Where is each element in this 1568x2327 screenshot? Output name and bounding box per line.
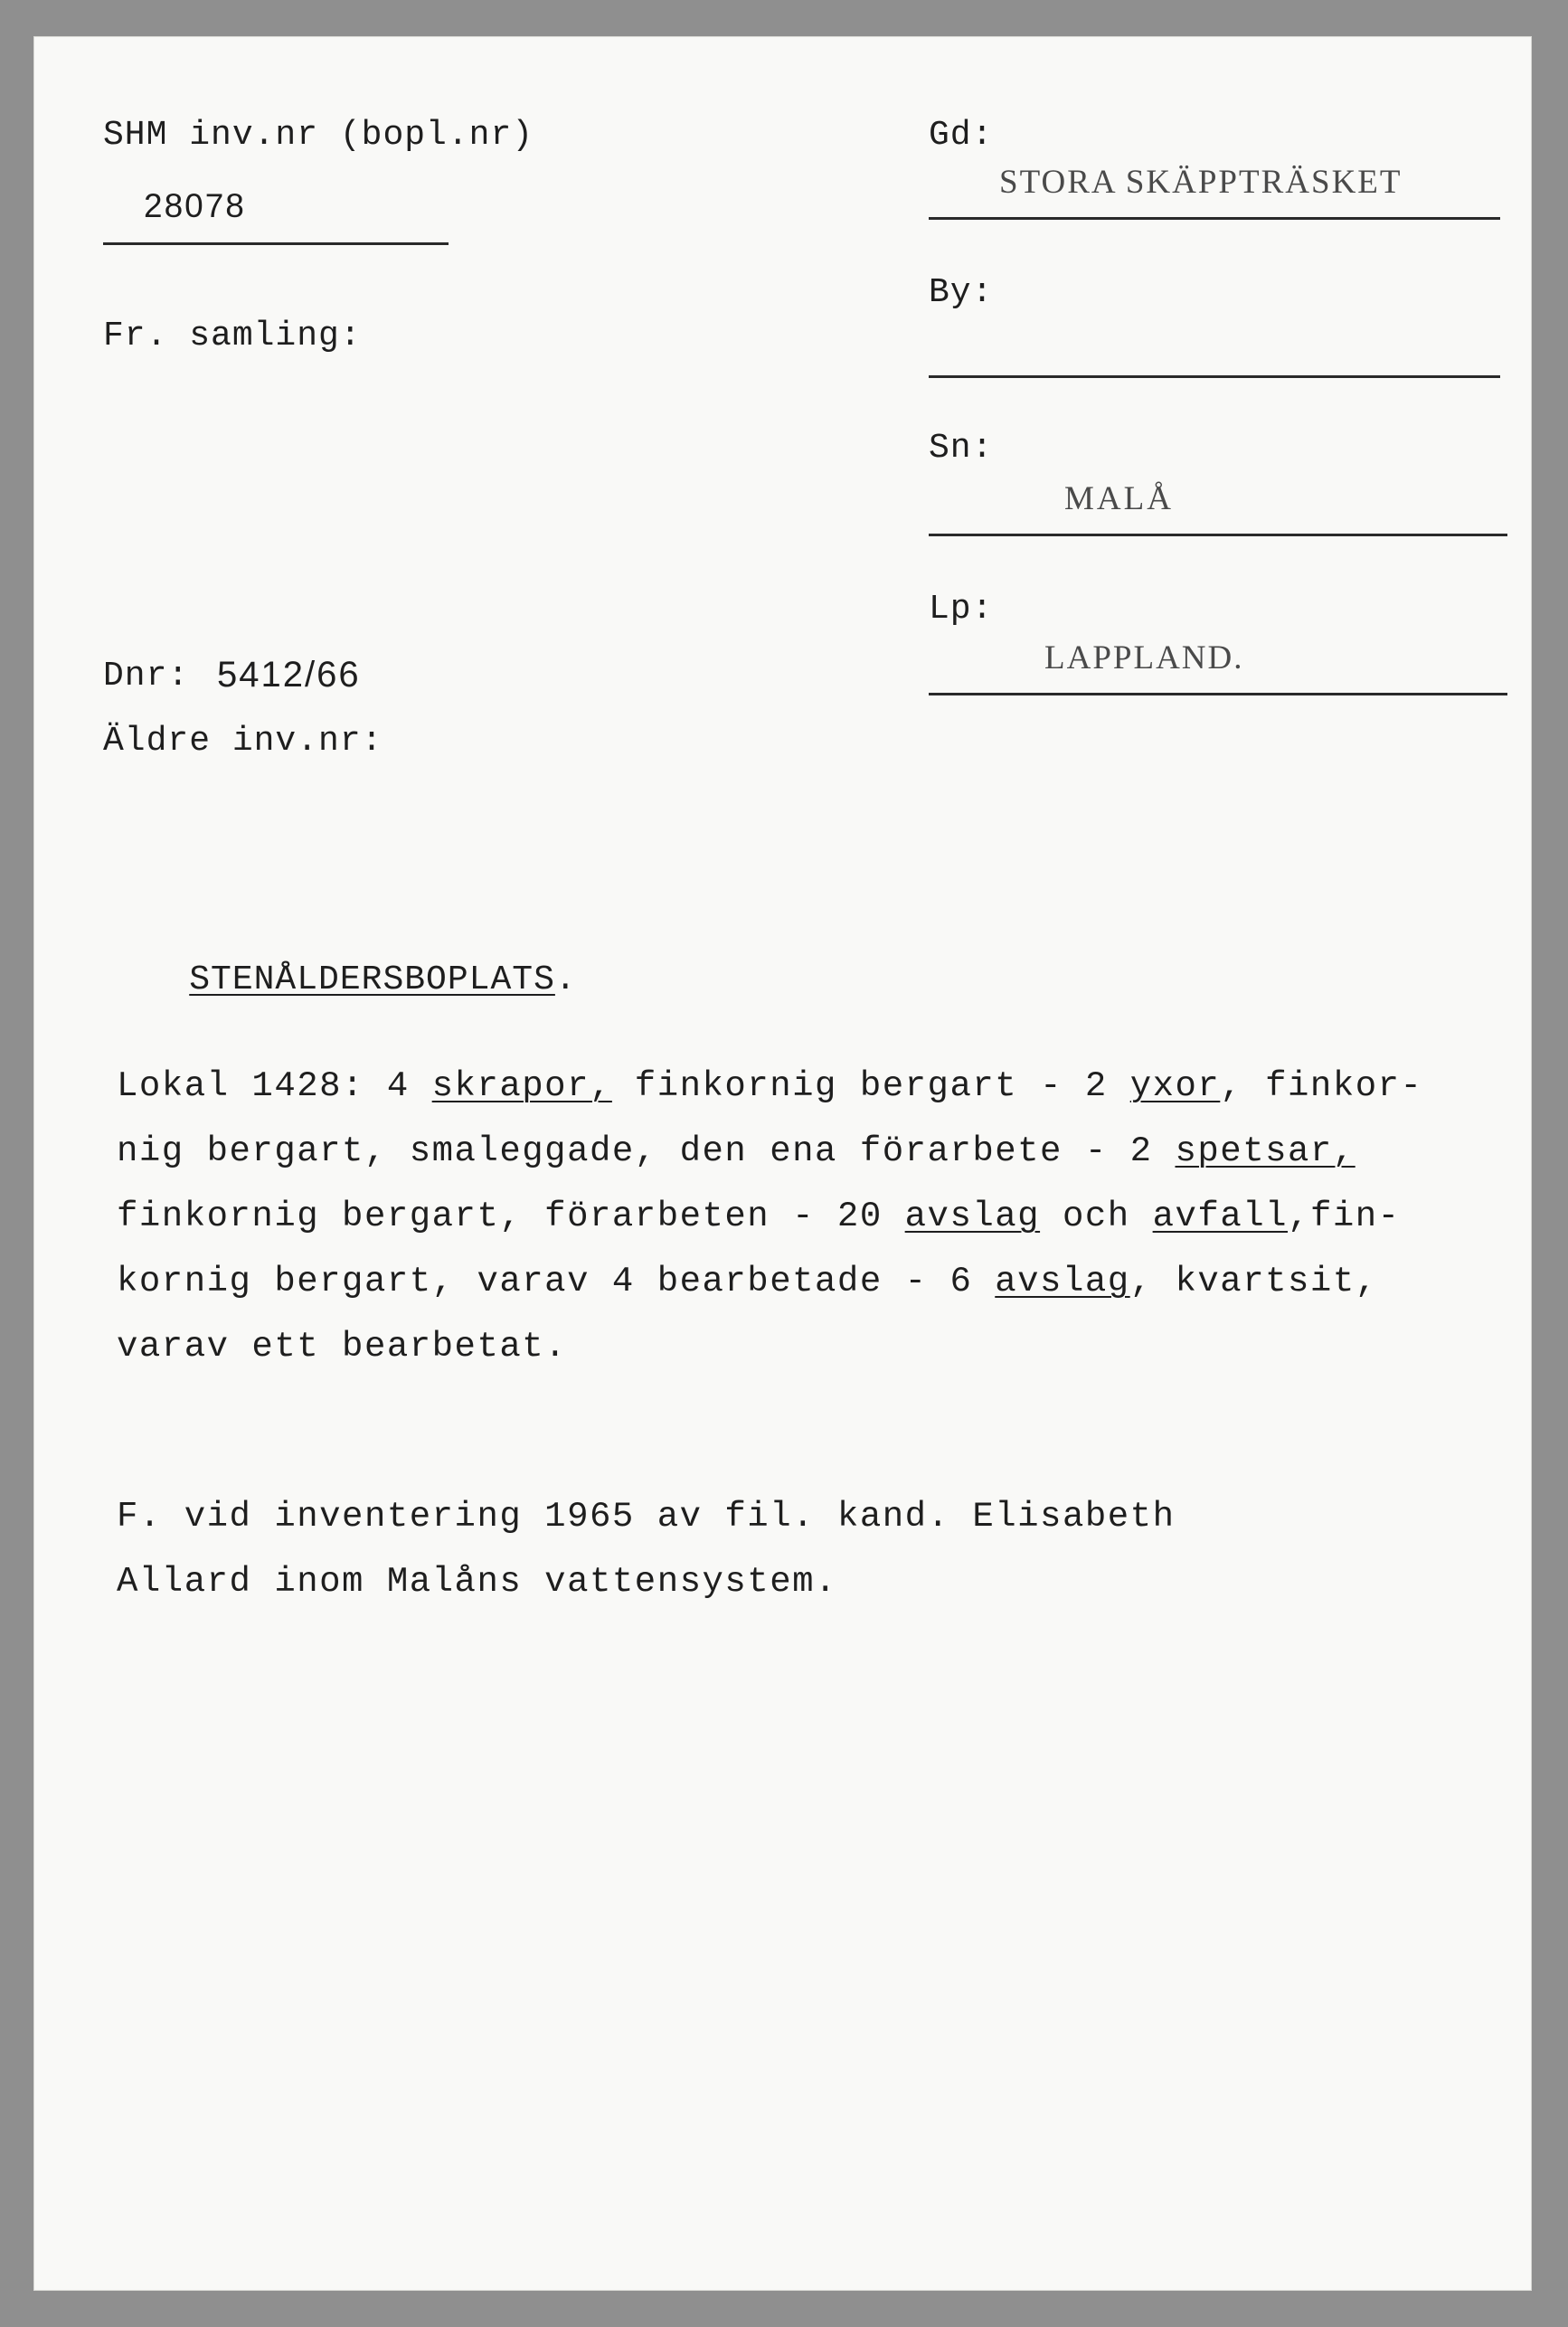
description-text: varav ett bearbetat. xyxy=(117,1327,568,1367)
by-underline xyxy=(929,375,1500,378)
site-type-heading xyxy=(103,921,577,1040)
dnr-label: Dnr: xyxy=(103,657,190,695)
description-line-3 xyxy=(117,1184,1401,1249)
description-underlined-term: avslag xyxy=(904,1197,1041,1236)
description-line-5 xyxy=(117,1314,567,1379)
description-line-4 xyxy=(117,1249,1378,1314)
description-text: finkornig bergart - 2 xyxy=(611,1066,1130,1106)
description-underlined-term: yxor xyxy=(1129,1066,1221,1106)
site-type-heading-suffix: . xyxy=(554,960,577,999)
description-text: Lokal 1428: 4 xyxy=(117,1066,432,1106)
gd-underline xyxy=(929,217,1500,220)
by-label: By: xyxy=(929,273,994,312)
inventory-number-underline xyxy=(103,242,449,245)
description-line-2 xyxy=(117,1119,1355,1184)
description-underlined-term: avfall xyxy=(1152,1197,1289,1236)
lp-label: Lp: xyxy=(929,590,994,629)
description-underlined-term: spetsar, xyxy=(1175,1131,1355,1171)
description-text: , finkor- xyxy=(1220,1066,1423,1106)
provenance-line-2: Allard inom Malåns vattensystem. xyxy=(117,1562,837,1602)
inventory-number-value: 28078 xyxy=(144,187,246,224)
sn-value: MALÅ xyxy=(1064,480,1174,517)
aldre-inventory-label: Äldre inv.nr: xyxy=(103,722,383,761)
sn-underline xyxy=(929,534,1507,536)
inventory-number-label: SHM inv.nr (bopl.nr) xyxy=(103,116,534,155)
description-text: och xyxy=(1040,1197,1153,1236)
samling-label: Fr. samling: xyxy=(103,317,362,355)
description-text: ,fin- xyxy=(1288,1197,1401,1236)
gd-value: STORA SKÄPPTRÄSKET xyxy=(999,164,1403,201)
catalog-card xyxy=(33,36,1532,2291)
provenance-line-1: F. vid inventering 1965 av fil. kand. Elisabeth xyxy=(117,1497,1176,1537)
description-underlined-term: avslag xyxy=(995,1262,1130,1301)
description-text: nig bergart, smaleggade, den ena förarbete - 2 xyxy=(117,1131,1176,1171)
site-type-heading-text: STENÅLDERSBOPLATS xyxy=(189,960,555,999)
description-line-1 xyxy=(117,1054,1422,1119)
description-text: kornig bergart, varav 4 bearbetade - 6 xyxy=(117,1262,996,1301)
description-text: , kvartsit, xyxy=(1129,1262,1378,1301)
gd-label: Gd: xyxy=(929,116,994,155)
lp-value: LAPPLAND. xyxy=(1044,639,1244,676)
sn-label: Sn: xyxy=(929,429,994,468)
dnr-value: 5412/66 xyxy=(217,655,361,695)
description-underlined-term: skrapor, xyxy=(431,1066,612,1106)
lp-underline xyxy=(929,693,1507,695)
description-text: finkornig bergart, förarbeten - 20 xyxy=(117,1197,905,1236)
